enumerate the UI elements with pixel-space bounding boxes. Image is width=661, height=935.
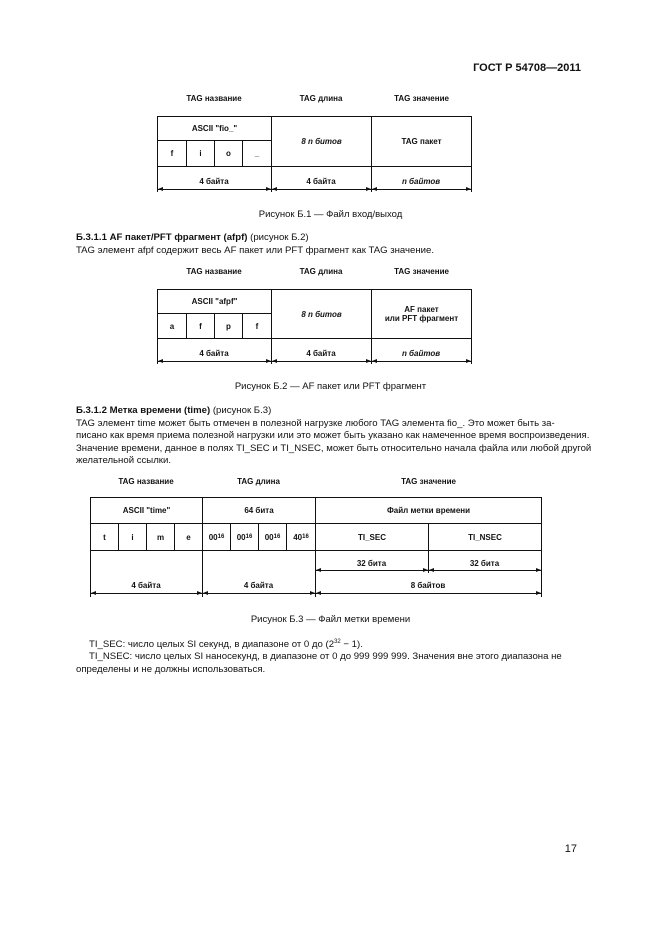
- fig3-header-length: TAG длина: [237, 477, 280, 486]
- fig1-char-cell: i: [186, 140, 215, 167]
- fig3-char-cell: m: [146, 523, 175, 551]
- byte-value: 00: [236, 532, 246, 542]
- fig3-header-name: TAG название: [118, 477, 174, 486]
- fig2-dim-line: [157, 361, 472, 362]
- fig1-header-value: TAG значение: [394, 94, 449, 103]
- fig2-value-cell: [371, 289, 472, 339]
- fig1-length-text: 8 n битов: [301, 137, 342, 146]
- page-number: 17: [564, 843, 577, 855]
- heading-number: Б.3.1.2: [76, 405, 107, 416]
- fig2-length-text: 8 n битов: [301, 309, 342, 319]
- arrow-left-icon: [158, 187, 163, 191]
- fig2-size-label: n байтов: [401, 349, 441, 358]
- fig1-length-cell: [271, 116, 372, 167]
- fig2-char-cell: a: [157, 313, 187, 339]
- fig1-size-label: n байтов: [401, 177, 441, 186]
- paragraph-line: писано как время приема полезной нагрузки или это может быть указано как намеченное время воспроизведения.: [76, 430, 590, 442]
- arrow-right-icon: [366, 187, 371, 191]
- heading-number: Б.3.1.1: [76, 232, 107, 243]
- fig2-char-cell: f: [242, 313, 272, 339]
- fig3-ascii-cell: ASCII "time": [90, 497, 203, 524]
- fig3-dim-tick: [541, 551, 542, 597]
- arrow-left-icon: [372, 359, 377, 363]
- def-ti-sec-exponent: 32: [334, 639, 341, 645]
- fig1-value-cell: TAG пакет: [371, 116, 472, 167]
- byte-base: 16: [245, 533, 253, 540]
- fig3-char-cell: t: [90, 523, 119, 551]
- section-text-afpf: TAG элемент afpf содержит весь AF пакет или PFT фрагмент как TAG значение.: [76, 245, 435, 256]
- paragraph-line: желательной ссылки.: [76, 455, 172, 467]
- fig1-char-cell: o: [214, 140, 243, 167]
- arrow-left-icon: [91, 591, 96, 595]
- fig2-value-line: или PFT фрагмент: [384, 314, 459, 323]
- byte-base: 16: [217, 533, 225, 540]
- fig3-length-byte: [286, 523, 316, 551]
- fig2-ascii-cell: ASCII "afpf": [157, 289, 272, 314]
- def-ti-sec-text: TI_SEC: число целых SI секунд, в диапазоне от 0 до (2: [89, 639, 335, 651]
- arrow-left-icon: [316, 591, 321, 595]
- fig1-size-label: 4 байта: [199, 177, 229, 186]
- arrow-right-icon: [536, 568, 541, 572]
- fig2-value-line: AF пакет: [404, 305, 439, 314]
- fig2-size-label: 4 байта: [199, 349, 229, 358]
- fig2-char-cell: p: [214, 313, 243, 339]
- heading-ref: (рисунок Б.2): [250, 232, 309, 243]
- fig3-size-label: 8 байтов: [410, 581, 446, 590]
- fig3-bits-label: 32 бита: [469, 559, 500, 568]
- fig1-dim-line: [157, 189, 472, 190]
- byte-value: 00: [208, 532, 218, 542]
- arrow-left-icon: [203, 591, 208, 595]
- fig3-caption: Рисунок Б.3 — Файл метки времени: [250, 614, 411, 625]
- fig3-value-cell: Файл метки времени: [315, 497, 542, 524]
- fig2-length-cell: [271, 289, 372, 339]
- arrow-left-icon: [372, 187, 377, 191]
- fig3-size-label: 4 байта: [131, 581, 161, 590]
- byte-value: 40: [293, 532, 303, 542]
- paragraph-line: TAG элемент time может быть отмечен в полезной нагрузке любого TAG элемента fio_. Это может быть за-: [76, 418, 555, 429]
- arrow-left-icon: [316, 568, 321, 572]
- fig3-length-byte: [258, 523, 287, 551]
- fig3-length-byte: [202, 523, 231, 551]
- paragraph-line: Значение времени, данное в полях TI_SEC и TI_NSEC, может быть относительно начала файла или любой другой: [76, 442, 592, 454]
- fig2-char-cell: f: [186, 313, 215, 339]
- fig2-header-value: TAG значение: [394, 267, 449, 276]
- fig1-char-cell: f: [157, 140, 187, 167]
- byte-value: 00: [264, 532, 274, 542]
- arrow-right-icon: [536, 591, 541, 595]
- fig2-size-label: 4 байта: [306, 349, 336, 358]
- fig3-length-byte: [230, 523, 259, 551]
- fig1-header-name: TAG название: [186, 94, 242, 103]
- fig3-size-label: 4 байта: [243, 581, 274, 590]
- byte-base: 16: [302, 533, 309, 540]
- fig3-bits-label: 32 бита: [356, 559, 387, 568]
- fig3-field-cell: TI_NSEC: [428, 523, 542, 551]
- arrow-right-icon: [197, 591, 202, 595]
- section-text-time: [76, 418, 596, 468]
- arrow-left-icon: [429, 568, 434, 572]
- arrow-right-icon: [310, 591, 315, 595]
- fig3-char-cell: e: [174, 523, 203, 551]
- standard-number: ГОСТ Р 54708—2011: [473, 62, 581, 74]
- fig1-ascii-cell: ASCII "fio_": [157, 116, 272, 141]
- fig1-header-length: TAG длина: [299, 94, 343, 103]
- fig3-char-cell: i: [118, 523, 147, 551]
- heading-ref: (рисунок Б.3): [212, 405, 272, 416]
- arrow-right-icon: [266, 359, 271, 363]
- fig1-size-label: 4 байта: [306, 177, 336, 186]
- heading-title: Метка времени (time): [109, 405, 211, 416]
- arrow-left-icon: [158, 359, 163, 363]
- fig3-header-value: TAG значение: [401, 477, 456, 486]
- def-ti-sec: [89, 636, 363, 652]
- fig2-header-name: TAG название: [186, 267, 242, 276]
- fig3-field-cell: TI_SEC: [315, 523, 429, 551]
- arrow-right-icon: [423, 568, 428, 572]
- fig1-caption: Рисунок Б.1 — Файл вход/выход: [258, 209, 403, 220]
- heading-title: AF пакет/PFT фрагмент (afpf): [109, 232, 248, 243]
- fig2-header-length: TAG длина: [299, 267, 343, 276]
- section-heading-time: [76, 405, 586, 417]
- def-ti-nsec-line1: TI_NSEC: число целых SI наносекунд, в диапазоне от 0 до 999 999 999. Значения вне этого диапазона не: [89, 651, 562, 662]
- arrow-left-icon: [272, 187, 277, 191]
- arrow-right-icon: [466, 187, 471, 191]
- fig2-caption: Рисунок Б.2 — AF пакет или PFT фрагмент: [234, 381, 427, 392]
- def-ti-sec-tail: − 1).: [340, 639, 363, 651]
- arrow-right-icon: [466, 359, 471, 363]
- fig1-char-cell: _: [242, 140, 272, 167]
- arrow-right-icon: [366, 359, 371, 363]
- arrow-left-icon: [272, 359, 277, 363]
- byte-base: 16: [273, 533, 281, 540]
- def-ti-nsec-line2: определены и не должны использоваться.: [76, 664, 266, 675]
- fig3-length-cell: 64 бита: [202, 497, 316, 524]
- section-heading-afpf: [76, 232, 586, 244]
- arrow-right-icon: [266, 187, 271, 191]
